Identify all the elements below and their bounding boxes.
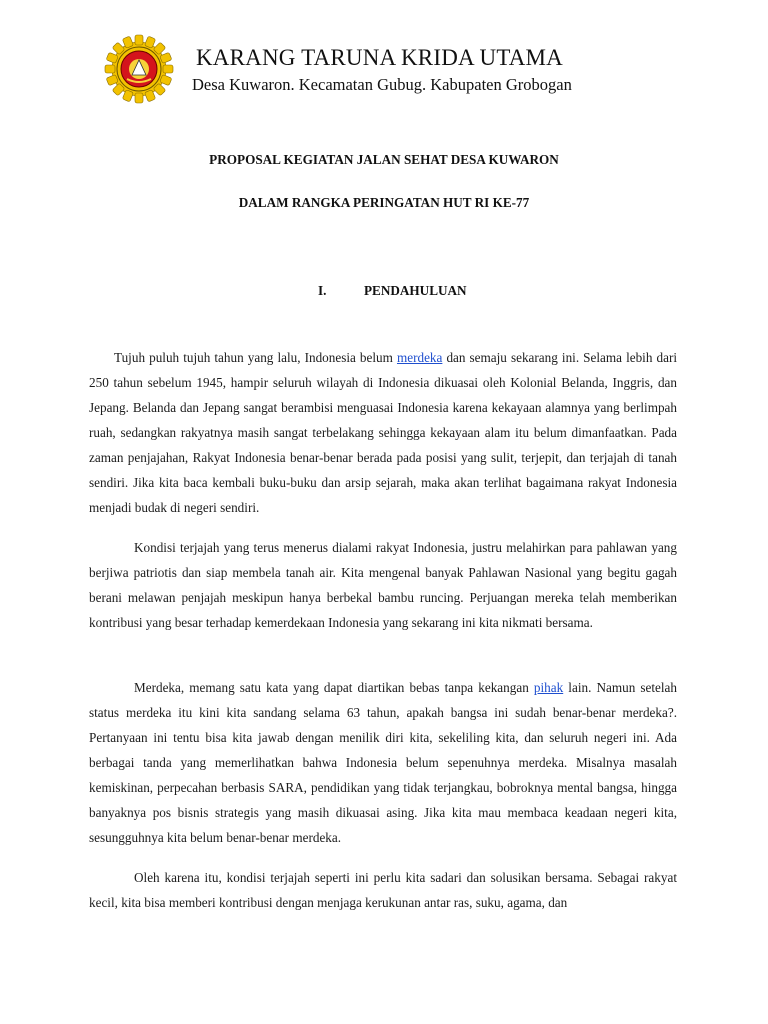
- letterhead: [104, 34, 704, 104]
- paragraph-2: Kondisi terjajah yang terus menerus dialami rakyat Indonesia, justru melahirkan para pahlawan yang berjiwa patriotis dan siap membela tanah air. Kita mengenal banyak Pahlawan Nasional yang begitu gagah berani melawan penjajah meskipun hanya berbekal bambu runcing. Perjuangan mereka telah memberikan kontribusi yang besar terhadap kemerdekaan Indonesia yang sekarang ini kita nikmati bersama.: [89, 540, 677, 630]
- paragraph-4: Oleh karena itu, kondisi terjajah seperti ini perlu kita sadari dan solusikan bersama. Sebagai rakyat kecil, kita bisa memberi kontribusi dengan menjaga kerukunan antar ras, suku, agama, dan: [89, 870, 677, 910]
- karang-taruna-emblem-icon: [104, 34, 174, 104]
- link-pihak[interactable]: pihak: [533, 680, 564, 695]
- section-number: I.: [318, 283, 327, 298]
- proposal-title-line-2: DALAM RANGKA PERINGATAN HUT RI KE-77: [238, 195, 530, 210]
- proposal-title-line-1: PROPOSAL KEGIATAN JALAN SEHAT DESA KUWARON: [209, 152, 559, 167]
- paragraph-1: [89, 345, 677, 520]
- paragraph-1-text-end: dan semaju sekarang ini. Selama lebih dari 250 tahun sebelum 1945, hampir seluruh wilayah di Indonesia dikuasai oleh Kolonial Belanda, Inggris, dan Jepang. Belanda dan Jepang sangat berambisi menguasai Indonesia karena kekayaan alamnya yang berlimpah ruah, sedangkan rakyatnya masih sangat terbelakang sehingga kekayaan alam itu belum dimanfaatkan. Pada zaman penjajahan, Rakyat Indonesia benar-benar berada pada posisi yang sulit, terjepit, dan terjajah di tanah sendiri. Jika kita baca kembali buku-buku dan arsip sejarah, maka akan terlihat bagaimana rakyat Indonesia menjadi budak di negeri sendiri.: [89, 350, 678, 515]
- paragraph-3-text-end: lain. Namun setelah status merdeka itu kini kita sandang selama 63 tahun, apakah bangsa ini sudah benar-benar merdeka?. Pertanyaan ini tentu bisa kita jawab dengan menilik diri kita, sekeliling kita, dan seluruh negeri ini. Ada berbagai tanda yang memerlihatkan bahwa Indonesia belum sepenuhnya merdeka. Misalnya masalah kemiskinan, perpecahan berbasis SARA, pendidikan yang tidak terjangkau, bobroknya mental bangsa, hingga banyaknya pos bisnis strategis yang masih dikuasai asing. Jika kita mau membaca keadaan negeri kita, sesungguhnya kita belum benar-benar merdeka.: [89, 680, 677, 845]
- paragraph-3: [89, 675, 677, 850]
- organization-address: Desa Kuwaron. Kecamatan Gubug. Kabupaten Grobogan: [192, 75, 572, 94]
- link-merdeka[interactable]: merdeka: [396, 350, 443, 365]
- section-title: PENDAHULUAN: [364, 283, 467, 298]
- paragraph-3-text-start: Merdeka, memang satu kata yang dapat diartikan bebas tanpa kekangan: [134, 680, 534, 695]
- paragraph-1-text-start: Tujuh puluh tujuh tahun yang lalu, Indonesia belum: [114, 350, 397, 365]
- organization-name: KARANG TARUNA KRIDA UTAMA: [196, 45, 563, 70]
